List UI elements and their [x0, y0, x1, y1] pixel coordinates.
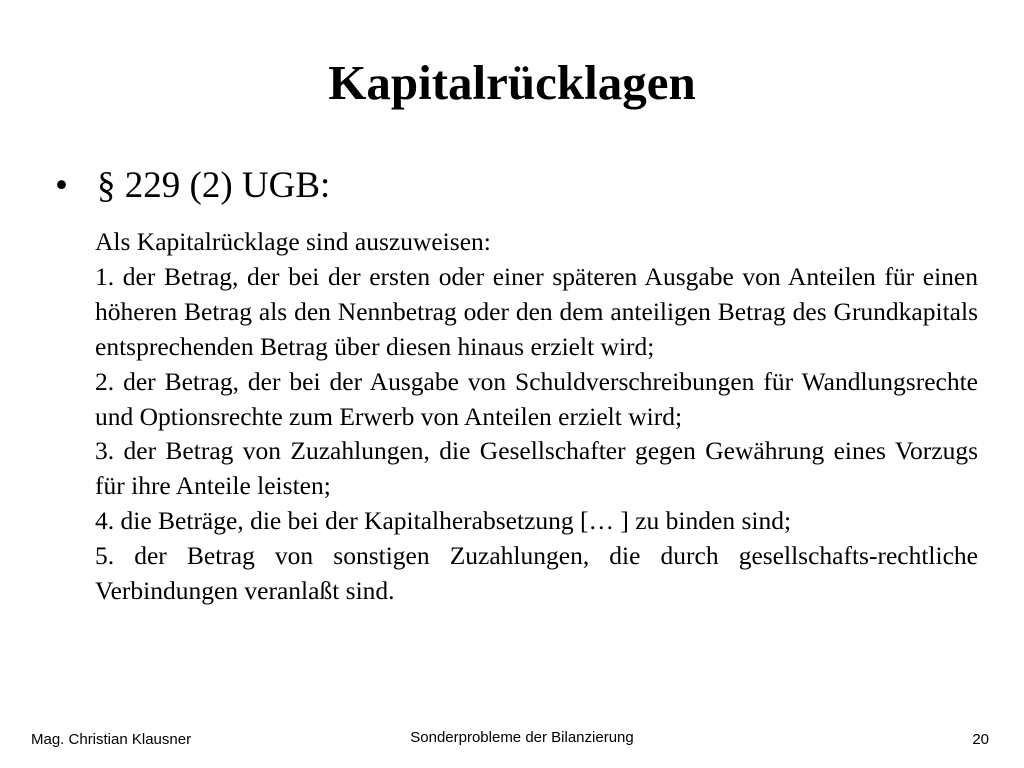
bullet-heading-row	[55, 162, 985, 210]
statute-item-4: 4. die Beträge, die bei der Kapitalherabsetzung [… ] zu binden sind;	[95, 506, 792, 536]
statute-item-3: 3. der Betrag von Zuzahlungen, die Gesellschafter gegen Gewährung eines Vorzugs für ihre Anteile leisten;	[95, 436, 978, 501]
statute-item-5: 5. der Betrag von sonstigen Zuzahlungen, die durch gesellschafts-rechtliche Verbindungen veranlaßt sind.	[95, 541, 978, 606]
footer-page-number: 20	[972, 731, 989, 748]
statute-intro: Als Kapitalrücklage sind auszuweisen:	[95, 227, 491, 256]
bullet-marker: •	[55, 165, 68, 206]
statute-text	[95, 225, 978, 609]
statute-item-2: 2. der Betrag, der bei der Ausgabe von Schuldverschreibungen für Wandlungsrechte und Optionsrechte zum Erwerb von Anteilen erzielt wird;	[95, 366, 978, 431]
footer-author: Mag. Christian Klausner	[31, 731, 192, 748]
slide-title: Kapitalrücklagen	[328, 55, 696, 110]
statute-item-1: 1. der Betrag, der bei der ersten oder einer späteren Ausgabe von Anteilen für einen höheren Betrag als den Nennbetrag oder den dem anteiligen Betrag des Grundkapitals entsprechenden Betrag über diesen hinaus erzielt wird;	[95, 261, 978, 361]
bullet-heading: § 229 (2) UGB:	[97, 165, 331, 206]
footer-topic: Sonderprobleme der Bilanzierung	[410, 729, 634, 746]
